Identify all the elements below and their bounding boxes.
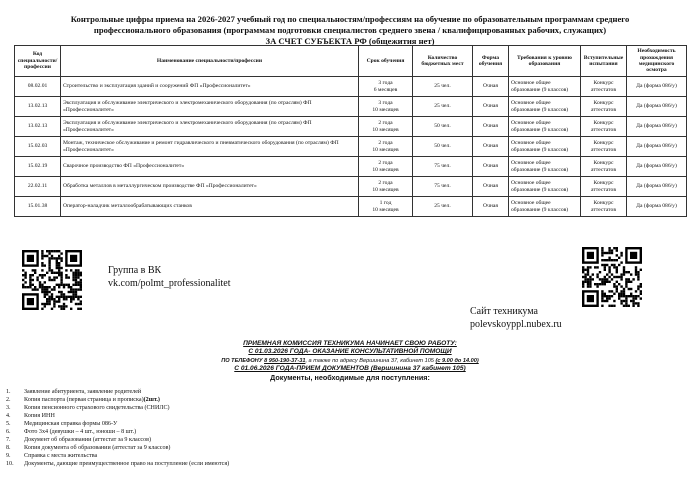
table-row [15, 197, 687, 217]
cell-requirements: Основное общее образование (9 классов) [509, 77, 581, 97]
cell-exams: Конкурс аттестатов [581, 77, 627, 97]
list-item-text: Медицинская справка формы 086-У [24, 420, 118, 427]
list-item-number: 5. [6, 420, 11, 427]
page-title [30, 14, 670, 47]
cell-form: Очная [473, 137, 509, 157]
cell-requirements: Основное общее образование (9 классов) [509, 137, 581, 157]
consult-line [120, 348, 580, 356]
cell-form: Очная [473, 97, 509, 117]
hours-text: (с 9.00 до 14.00) [435, 357, 479, 364]
header-exams: Вступительные испытания [581, 46, 627, 77]
phone-prefix: ПО ТЕЛЕФОНУ [221, 357, 265, 364]
cell-seats: 75 чел. [413, 177, 473, 197]
title-line-2: профессионального образования (программам подготовки специалистов среднего звена / квалифицированных рабочих, служащих) [93, 25, 607, 35]
cell-code: 15.01.38 [15, 197, 61, 217]
list-item-number: 4. [6, 412, 11, 419]
cell-code: 15.02.03 [15, 137, 61, 157]
vk-link[interactable]: vk.com/polmt_professionalitet [108, 278, 231, 289]
list-item [6, 421, 229, 429]
cell-term: 1 год 10 месяцев [359, 197, 413, 217]
admission-plan-table [14, 45, 687, 217]
list-item-text: Документы, дающие преимущественное право на поступление (если имеются) [24, 460, 230, 467]
cell-exams: Конкурс аттестатов [581, 137, 627, 157]
table-header-row [15, 46, 687, 77]
site-block [470, 305, 562, 331]
site-label: Сайт техникума [470, 306, 538, 317]
list-item [6, 405, 229, 413]
cell-seats: 25 чел. [413, 97, 473, 117]
list-item-note: (2шт.) [143, 396, 160, 403]
phone-line [120, 357, 580, 365]
cell-seats: 50 чел. [413, 137, 473, 157]
cell-medical: Да (форма 086/у) [627, 137, 687, 157]
cell-term: 2 года 10 месяцев [359, 117, 413, 137]
header-seats: Количество бюджетных мест [413, 46, 473, 77]
header-medical: Необходимость прохождения медицинского осмотра [627, 46, 687, 77]
consult-date: С 01.03.2026 [248, 348, 288, 356]
list-item [6, 453, 229, 461]
title-line-3: ЗА СЧЕТ СУБЪЕКТА РФ (общежития нет) [265, 36, 435, 46]
cell-seats: 25 чел. [413, 197, 473, 217]
cell-name: Обработка металлов в металлургическом производстве ФП «Профессионалитет» [61, 177, 359, 197]
documents-address: (Вершинина 37 кабинет 105) [368, 365, 466, 373]
cell-name: Эксплуатация и обслуживание электрического и электромеханического оборудования (по отраслям) ФП «Профессионалитет» [61, 117, 359, 137]
cell-term: 3 года 6 месяцев [359, 77, 413, 97]
phone-number[interactable]: 8 950-190-37-31 [264, 357, 306, 364]
cell-requirements: Основное общее образование (9 классов) [509, 197, 581, 217]
address-text: , а также по адресу Вершинина 37, кабинет 105 [305, 357, 436, 364]
list-item [6, 389, 229, 397]
header-form: Форма обучения [473, 46, 509, 77]
consult-text: ГОДА- ОКАЗАНИЕ КОНСУЛЬТАТИВНОЙ ПОМОЩИ [287, 348, 452, 356]
cell-term: 2 года 10 месяцев [359, 137, 413, 157]
list-item-number: 10. [6, 460, 14, 467]
cell-form: Очная [473, 197, 509, 217]
cell-medical: Да (форма 086/у) [627, 97, 687, 117]
cell-name: Оператор-наладчик металлообрабатывающих станков [61, 197, 359, 217]
list-item-text: Фото 3х4 (девушки – 4 шт., юноши – 8 шт.) [24, 428, 137, 435]
table-row [15, 137, 687, 157]
cell-name: Сварочное производство ФП «Профессионалитет» [61, 157, 359, 177]
list-item-number: 3. [6, 404, 11, 411]
list-item-text: Копия пенсионного страхового свидетельства (СНИЛС) [24, 404, 170, 411]
cell-exams: Конкурс аттестатов [581, 117, 627, 137]
header-term: Срок обучения [359, 46, 413, 77]
cell-medical: Да (форма 086/у) [627, 157, 687, 177]
cell-code: 08.02.01 [15, 77, 61, 97]
vk-label: Группа в ВК [108, 265, 162, 276]
list-item-number: 2. [6, 396, 11, 403]
title-line-1: Контрольные цифры приема на 2026-2027 учебный год по специальностям/профессиям на обучение по образовательным программам среднего [70, 14, 630, 24]
cell-term: 3 года 10 месяцев [359, 97, 413, 117]
cell-name: Эксплуатация и обслуживание электрического и электромеханического оборудования (по отраслям) ФП «Профессионалитет» [61, 97, 359, 117]
list-item [6, 413, 229, 421]
admission-heading: ПРИЕМНАЯ КОМИССИЯ ТЕХНИКУМА НАЧИНАЕТ СВОЮ РАБОТУ: [243, 340, 457, 347]
table-row [15, 157, 687, 177]
cell-medical: Да (форма 086/у) [627, 117, 687, 137]
cell-requirements: Основное общее образование (9 классов) [509, 97, 581, 117]
cell-seats: 75 чел. [413, 157, 473, 177]
list-item-number: 7. [6, 436, 11, 443]
table-row [15, 77, 687, 97]
list-item-text: Заявление абитуриента, заявление родителей [24, 389, 142, 395]
list-item-number: 1. [6, 389, 11, 395]
cell-medical: Да (форма 086/у) [627, 177, 687, 197]
cell-form: Очная [473, 77, 509, 97]
site-link[interactable]: polevskoyppl.nubex.ru [470, 319, 562, 330]
cell-term: 2 года 10 месяцев [359, 157, 413, 177]
cell-name: Монтаж, техническое обслуживание и ремонт гидравлического и пневматического оборудования (по отраслям) ФП «Профессионалитет» [61, 137, 359, 157]
documents-text: ГОДА-ПРИЕМ ДОКУМЕНТОВ [273, 365, 369, 373]
list-item-number: 6. [6, 428, 11, 435]
list-item-text: Документ об образовании (аттестат за 9 классов) [24, 436, 152, 443]
cell-requirements: Основное общее образование (9 классов) [509, 157, 581, 177]
vk-qr-code [22, 250, 82, 310]
list-item [6, 397, 229, 405]
cell-requirements: Основное общее образование (9 классов) [509, 177, 581, 197]
site-qr-code [582, 247, 642, 307]
cell-seats: 50 чел. [413, 117, 473, 137]
cell-exams: Конкурс аттестатов [581, 97, 627, 117]
header-code: Код специальности/профессии [15, 46, 61, 77]
cell-form: Очная [473, 157, 509, 177]
cell-exams: Конкурс аттестатов [581, 197, 627, 217]
admission-info [120, 340, 580, 382]
table-row [15, 97, 687, 117]
table-row [15, 117, 687, 137]
documents-heading: Документы, необходимые для поступления: [270, 372, 430, 382]
list-item-text: Копия документа об образовании (аттестат за 9 классов) [24, 444, 171, 451]
cell-requirements: Основное общее образование (9 классов) [509, 117, 581, 137]
cell-exams: Конкурс аттестатов [581, 157, 627, 177]
cell-medical: Да (форма 086/у) [627, 197, 687, 217]
header-name: Наименование специальности/профессии [61, 46, 359, 77]
list-item-number: 8. [6, 444, 11, 451]
documents-date: С 01.06.2026 [234, 365, 274, 373]
vk-group [108, 264, 230, 290]
documents-list [6, 389, 229, 469]
cell-form: Очная [473, 117, 509, 137]
cell-name: Строительство и эксплуатация зданий и сооружений ФП «Профессионалитет» [61, 77, 359, 97]
list-item [6, 445, 229, 453]
list-item-text: Копия ИНН [24, 412, 55, 419]
cell-seats: 25 чел. [413, 77, 473, 97]
cell-code: 13.02.13 [15, 97, 61, 117]
cell-medical: Да (форма 086/у) [627, 77, 687, 97]
list-item-number: 9. [6, 452, 11, 459]
cell-code: 13.02.13 [15, 117, 61, 137]
cell-term: 2 года 10 месяцев [359, 177, 413, 197]
list-item [6, 429, 229, 437]
cell-code: 22.02.11 [15, 177, 61, 197]
table-row [15, 177, 687, 197]
cell-code: 15.02.19 [15, 157, 61, 177]
list-item-text: Копия паспорта (первая страница и прописка) [24, 396, 144, 403]
list-item [6, 461, 229, 469]
cell-exams: Конкурс аттестатов [581, 177, 627, 197]
header-requirements: Требования к уровню образования [509, 46, 581, 77]
cell-form: Очная [473, 177, 509, 197]
list-item-text: Справка с места жительства [24, 452, 98, 459]
list-item [6, 437, 229, 445]
